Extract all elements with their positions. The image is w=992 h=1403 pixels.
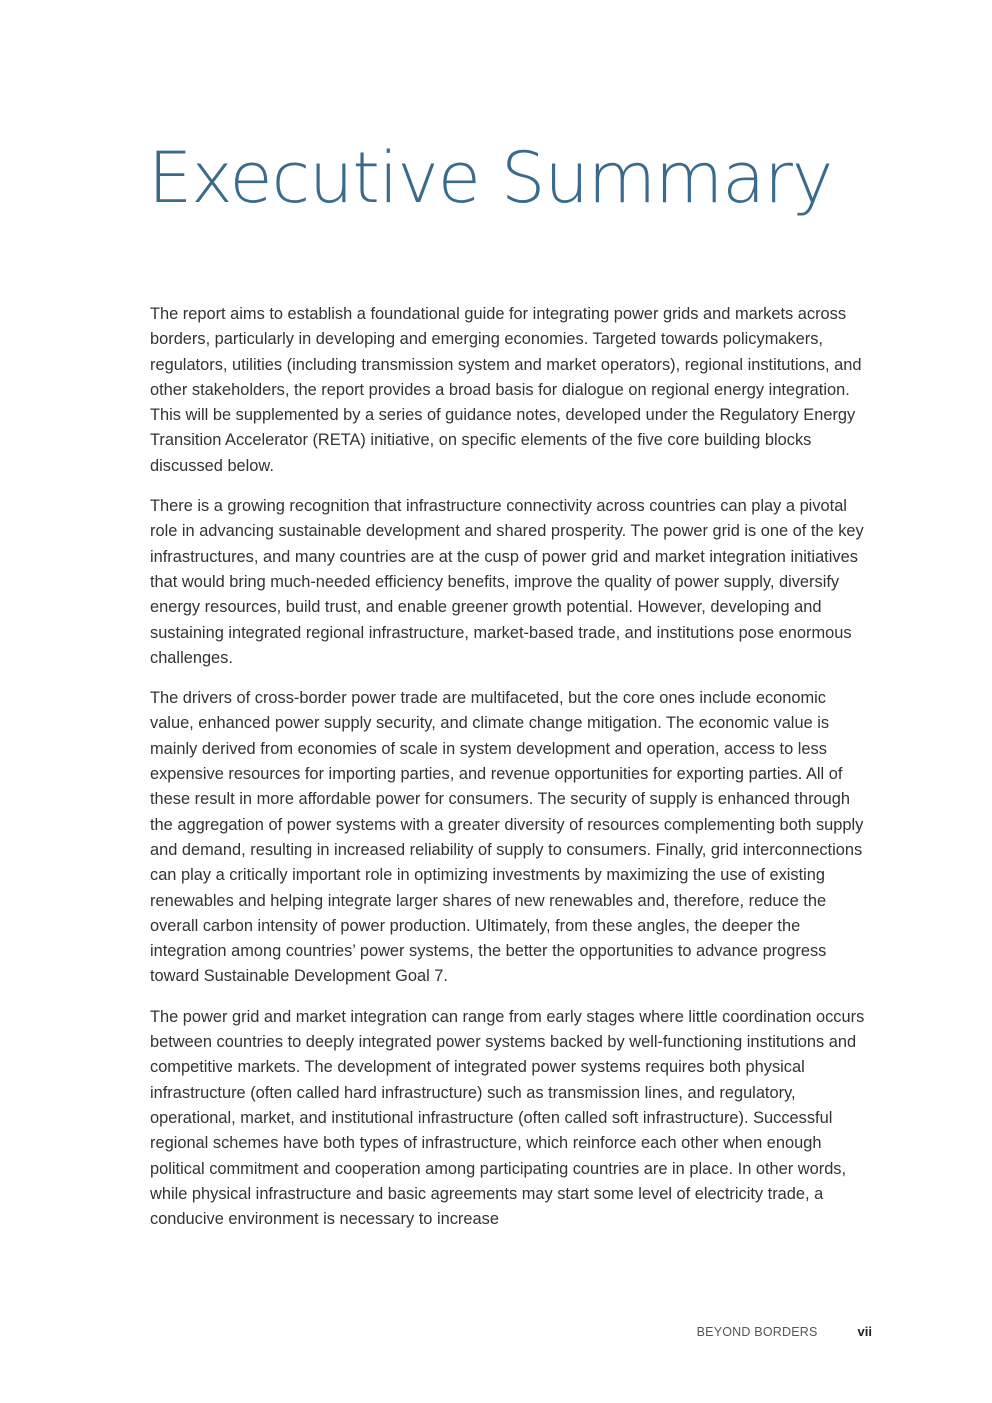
- paragraph-2: There is a growing recognition that infrastructure connectivity across countries can play a pivotal role in advancing sustainable development and shared prosperity. The power grid is one of the key infrastructures, and many countries are at the cusp of power grid and market integration initiatives that would bring much-needed efficiency benefits, improve the quality of power supply, diversify energy resources, build trust, and enable greener growth potential. However, developing and sustaining integrated regional infrastructure, market-based trade, and institutions pose enormous challenges.: [150, 497, 864, 667]
- paragraph-1: The report aims to establish a foundational guide for integrating power grids and markets across borders, particularly in developing and emerging economies. Targeted towards policymakers, regulators, utilities (including transmission system and market operators), regional institutions, and other stakeholders, the report provides a broad basis for dialogue on regional energy integration. This will be supplemented by a series of guidance notes, developed under the Regulatory Energy Transition Accelerator (RETA) initiative, on specific elements of the five core building blocks discussed below.: [150, 305, 862, 475]
- paragraph-3: The drivers of cross-border power trade are multifaceted, but the core ones include economic value, enhanced power supply security, and climate change mitigation. The economic value is mainly derived from economies of scale in system development and operation, access to less expensive resources for importing parties, and revenue opportunities for exporting parties. All of these result in more affordable power for consumers. The security of supply is enhanced through the aggregation of power systems with a greater diversity of resources complementing both supply and demand, resulting in increased reliability of supply to consumers. Finally, grid interconnections can play a critically important role in optimizing investments by maximizing the use of existing renewables and helping integrate larger shares of new renewables and, therefore, reduce the overall carbon intensity of power production. Ultimately, from these angles, the deeper the integration among countries’ power systems, the better the opportunities to advance progress toward Sustainable Development Goal 7.: [150, 689, 864, 986]
- body-text: [150, 302, 874, 1247]
- page-title: Executive Summary: [148, 137, 833, 219]
- footer-page-number: vii: [857, 1324, 872, 1339]
- paragraph-4: The power grid and market integration can range from early stages where little coordination occurs between countries to deeply integrated power systems backed by well-functioning institutions and competitive markets. The development of integrated power systems requires both physical infrastructure (often called hard infrastructure) such as transmission lines, and regulatory, operational, market, and institutional infrastructure (often called soft infrastructure). Successful regional schemes have both types of infrastructure, which reinforce each other when enough political commitment and cooperation among participating countries are in place. In other words, while physical infrastructure and basic agreements may start some level of electricity trade, a conducive environment is necessary to increase: [150, 1007, 865, 1229]
- page-footer: [697, 1324, 872, 1339]
- footer-report-name: BEYOND BORDERS: [696, 1325, 818, 1339]
